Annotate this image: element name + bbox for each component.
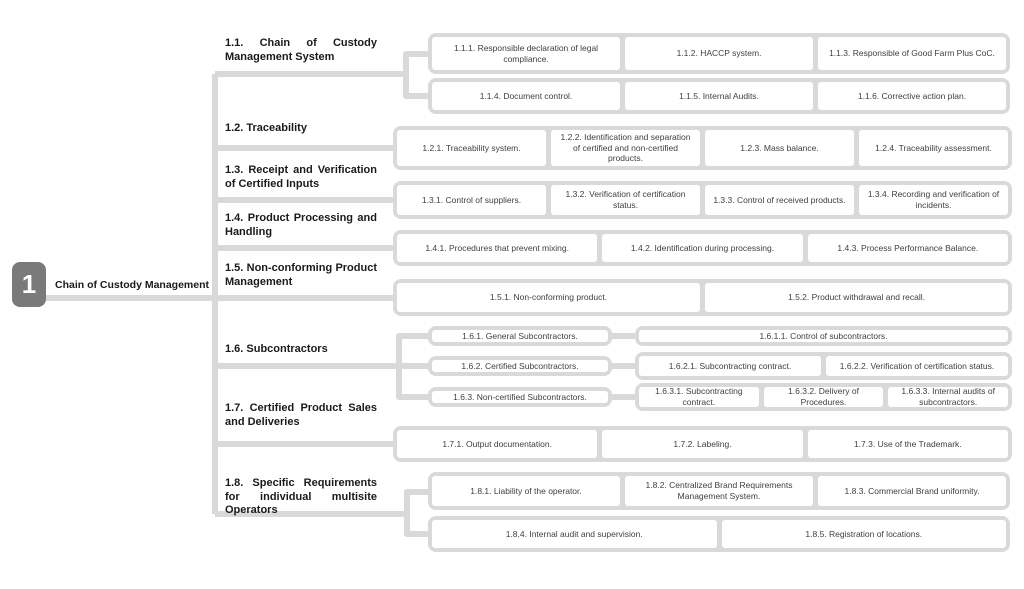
- group-1-1-row-1: [428, 33, 1010, 74]
- group-1-7: [393, 426, 1012, 462]
- root-node-label: Chain of Custody Management: [55, 278, 210, 291]
- node-1-6-2-1: 1.6.2.1. Subcontracting contract.: [639, 356, 821, 376]
- group-1-6-3-parent: [428, 387, 612, 407]
- group-1-3: [393, 181, 1012, 219]
- section-heading-1-3: 1.3. Receipt and Verification of Certified Inputs: [225, 164, 377, 190]
- node-1-1-3: 1.1.3. Responsible of Good Farm Plus CoC.: [818, 37, 1006, 70]
- node-1-8-5: 1.8.5. Registration of locations.: [722, 520, 1007, 548]
- node-1-2-1: 1.2.1. Traceability system.: [397, 130, 546, 166]
- node-1-2-2: 1.2.2. Identification and separation of certified and non-certified products.: [551, 130, 700, 166]
- node-1-6-2: 1.6.2. Certified Subcontractors.: [432, 360, 608, 372]
- node-1-8-4: 1.8.4. Internal audit and supervision.: [432, 520, 717, 548]
- group-1-6-2-children: [635, 352, 1012, 380]
- group-1-6-3-children: [635, 383, 1012, 411]
- node-1-8-2: 1.8.2. Centralized Brand Requirements Management System.: [625, 476, 813, 506]
- node-1-7-2: 1.7.2. Labeling.: [602, 430, 802, 458]
- section-heading-1-7: 1.7. Certified Product Sales and Deliveries: [225, 402, 377, 428]
- node-1-2-4: 1.2.4. Traceability assessment.: [859, 130, 1008, 166]
- group-1-1-row-2: [428, 78, 1010, 114]
- node-1-6-3-3: 1.6.3.3. Internal audits of subcontractors.: [888, 387, 1008, 407]
- node-1-6-3-2: 1.6.3.2. Delivery of Procedures.: [764, 387, 884, 407]
- node-1-4-2: 1.4.2. Identification during processing.: [602, 234, 802, 262]
- section-heading-1-4: 1.4. Product Processing and Handling: [225, 212, 377, 238]
- group-1-6-2-parent: [428, 356, 612, 376]
- node-1-1-5: 1.1.5. Internal Audits.: [625, 82, 813, 110]
- node-1-6-1-1: 1.6.1.1. Control of subcontractors.: [639, 330, 1008, 342]
- node-1-6-1: 1.6.1. General Subcontractors.: [432, 330, 608, 342]
- node-1-6-3-1: 1.6.3.1. Subcontracting contract.: [639, 387, 759, 407]
- root-node-number: 1: [12, 262, 46, 307]
- node-1-8-3: 1.8.3. Commercial Brand uniformity.: [818, 476, 1006, 506]
- node-1-1-2: 1.1.2. HACCP system.: [625, 37, 813, 70]
- group-1-8-row-2: [428, 516, 1010, 552]
- node-1-7-3: 1.7.3. Use of the Trademark.: [808, 430, 1008, 458]
- node-1-3-4: 1.3.4. Recording and verification of incidents.: [859, 185, 1008, 215]
- node-1-6-2-2: 1.6.2.2. Verification of certification status.: [826, 356, 1008, 376]
- node-1-2-3: 1.2.3. Mass balance.: [705, 130, 854, 166]
- node-1-3-1: 1.3.1. Control of suppliers.: [397, 185, 546, 215]
- node-1-7-1: 1.7.1. Output documentation.: [397, 430, 597, 458]
- node-1-1-4: 1.1.4. Document control.: [432, 82, 620, 110]
- node-1-1-6: 1.1.6. Corrective action plan.: [818, 82, 1006, 110]
- node-1-3-2: 1.3.2. Verification of certification status.: [551, 185, 700, 215]
- group-1-5: [393, 279, 1012, 316]
- node-1-4-1: 1.4.1. Procedures that prevent mixing.: [397, 234, 597, 262]
- group-1-6-1-parent: [428, 326, 612, 346]
- node-1-3-3: 1.3.3. Control of received products.: [705, 185, 854, 215]
- node-1-1-1: 1.1.1. Responsible declaration of legal compliance.: [432, 37, 620, 70]
- group-1-8-row-1: [428, 472, 1010, 510]
- node-1-6-3: 1.6.3. Non-certified Subcontractors.: [432, 391, 608, 403]
- section-heading-1-8: 1.8. Specific Requirements for individual multisite Operators: [225, 477, 377, 516]
- group-1-4: [393, 230, 1012, 266]
- node-1-5-1: 1.5.1. Non-conforming product.: [397, 283, 700, 312]
- section-heading-1-1: 1.1. Chain of Custody Management System: [225, 37, 377, 63]
- section-heading-1-5: 1.5. Non-conforming Product Management: [225, 262, 377, 288]
- group-1-2: [393, 126, 1012, 170]
- section-heading-1-6: 1.6. Subcontractors: [225, 343, 328, 355]
- group-1-6-1-children: [635, 326, 1012, 346]
- node-1-5-2: 1.5.2. Product withdrawal and recall.: [705, 283, 1008, 312]
- node-1-4-3: 1.4.3. Process Performance Balance.: [808, 234, 1008, 262]
- section-heading-1-2: 1.2. Traceability: [225, 122, 307, 134]
- node-1-8-1: 1.8.1. Liability of the operator.: [432, 476, 620, 506]
